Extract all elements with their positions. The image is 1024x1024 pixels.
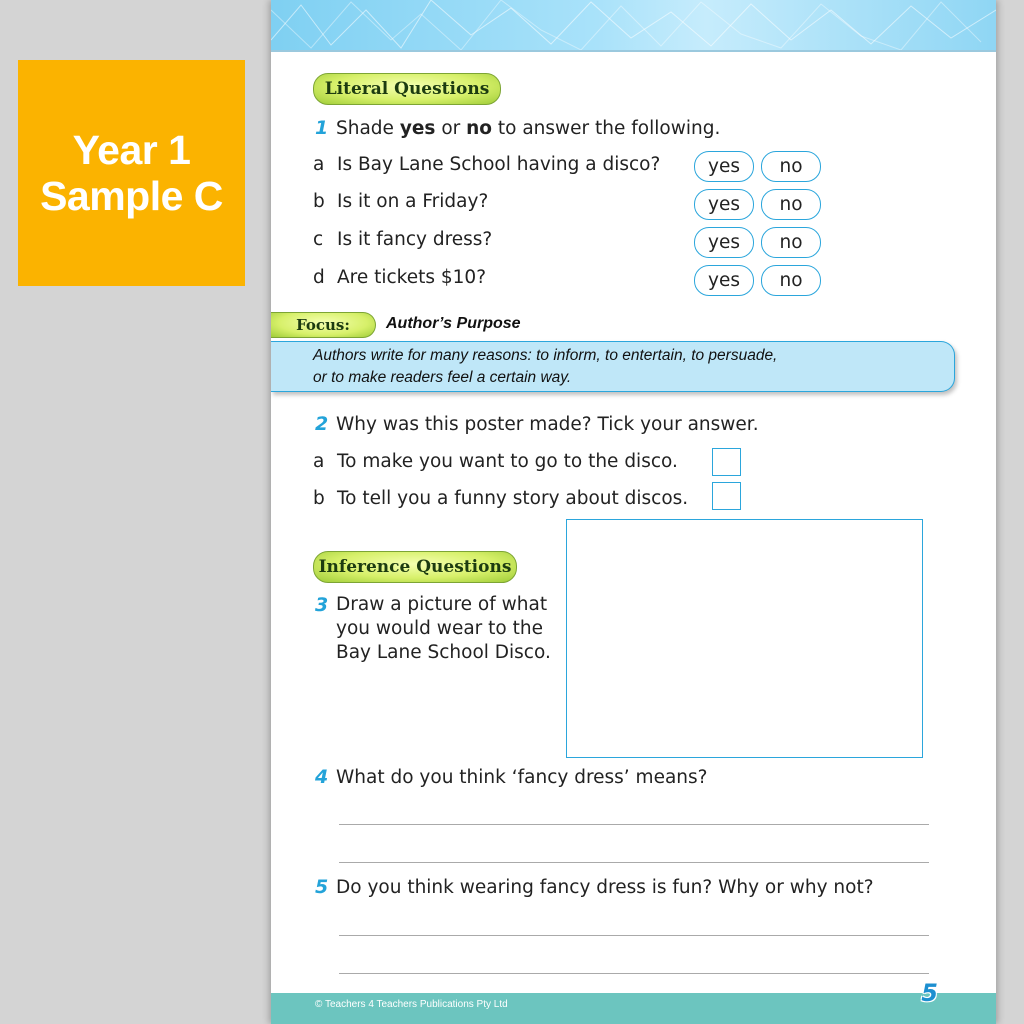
q1-item-c	[313, 229, 492, 250]
question-3-line-2: you would wear to the	[336, 618, 543, 639]
question-1-number: 1	[315, 117, 329, 139]
yes-option-a[interactable]: yes	[694, 151, 754, 182]
item-text: Is it fancy dress?	[337, 229, 493, 250]
copyright-text: © Teachers 4 Teachers Publications Pty Ltd	[315, 999, 508, 1010]
item-letter: d	[313, 267, 325, 288]
question-5-text: Do you think wearing fancy dress is fun? Why or why not?	[336, 877, 874, 898]
question-4-number: 4	[315, 766, 329, 788]
yes-option-b[interactable]: yes	[694, 189, 754, 220]
question-2-number: 2	[315, 413, 329, 435]
question-4-text: What do you think ‘fancy dress’ means?	[336, 767, 708, 788]
question-3-line-1: Draw a picture of what	[336, 594, 548, 615]
inference-questions-heading: Inference Questions	[313, 551, 517, 583]
focus-title: Author’s Purpose	[386, 315, 521, 332]
no-option-c[interactable]: no	[761, 227, 821, 258]
tick-box-a[interactable]	[712, 448, 741, 476]
item-text: Is Bay Lane School having a disco?	[337, 154, 661, 175]
q1-options-d	[694, 265, 821, 296]
page-footer	[271, 979, 996, 1024]
q1-yes-word: yes	[399, 118, 436, 139]
item-text: To tell you a funny story about discos.	[337, 488, 689, 509]
focus-label: Focus:	[271, 312, 376, 338]
question-3-number: 3	[315, 594, 329, 616]
question-2	[315, 413, 759, 435]
header-pattern-icon	[271, 0, 996, 50]
focus-text	[313, 345, 777, 389]
question-4	[315, 766, 707, 788]
item-letter: b	[313, 191, 325, 212]
answer-line[interactable]	[339, 935, 929, 936]
item-letter: b	[313, 488, 325, 509]
worksheet-page	[271, 0, 996, 1024]
question-5	[315, 876, 874, 898]
q1-prefix: Shade	[336, 118, 400, 139]
header-band	[271, 0, 996, 52]
literal-questions-heading: Literal Questions	[313, 73, 501, 105]
badge-line-2: Sample C	[40, 173, 223, 219]
answer-line[interactable]	[339, 862, 929, 863]
focus-text-line-1: Authors write for many reasons: to inform, to entertain, to persuade,	[313, 347, 778, 364]
q1-suffix: to answer the following.	[492, 118, 721, 139]
item-letter: c	[313, 229, 324, 250]
drawing-area[interactable]	[566, 519, 923, 758]
no-option-d[interactable]: no	[761, 265, 821, 296]
question-3-line-3: Bay Lane School Disco.	[336, 642, 551, 663]
q1-options-a	[694, 151, 821, 182]
q2-item-a	[313, 451, 678, 472]
yes-option-d[interactable]: yes	[694, 265, 754, 296]
item-text: Is it on a Friday?	[337, 191, 489, 212]
q1-item-d	[313, 267, 486, 288]
yes-option-c[interactable]: yes	[694, 227, 754, 258]
q1-options-c	[694, 227, 821, 258]
item-letter: a	[313, 451, 325, 472]
q1-no-word: no	[466, 118, 493, 139]
no-option-a[interactable]: no	[761, 151, 821, 182]
q2-item-b	[313, 488, 688, 509]
answer-line[interactable]	[339, 824, 929, 825]
page-number: 5	[921, 979, 938, 1007]
no-option-b[interactable]: no	[761, 189, 821, 220]
item-text: Are tickets $10?	[337, 267, 487, 288]
question-3	[315, 593, 551, 665]
q1-mid: or	[435, 118, 467, 139]
item-text: To make you want to go to the disco.	[337, 451, 678, 472]
question-2-text: Why was this poster made? Tick your answer.	[336, 414, 759, 435]
q1-item-a	[313, 154, 660, 175]
badge-line-1: Year 1	[72, 127, 191, 173]
item-letter: a	[313, 154, 325, 175]
question-5-number: 5	[315, 876, 329, 898]
answer-line[interactable]	[339, 973, 929, 974]
q1-item-b	[313, 191, 488, 212]
tick-box-b[interactable]	[712, 482, 741, 510]
focus-header	[271, 312, 996, 338]
question-1	[315, 117, 720, 139]
focus-text-line-2: or to make readers feel a certain way.	[313, 369, 572, 386]
sample-badge	[18, 60, 245, 286]
focus-info-box	[271, 341, 955, 392]
q1-options-b	[694, 189, 821, 220]
